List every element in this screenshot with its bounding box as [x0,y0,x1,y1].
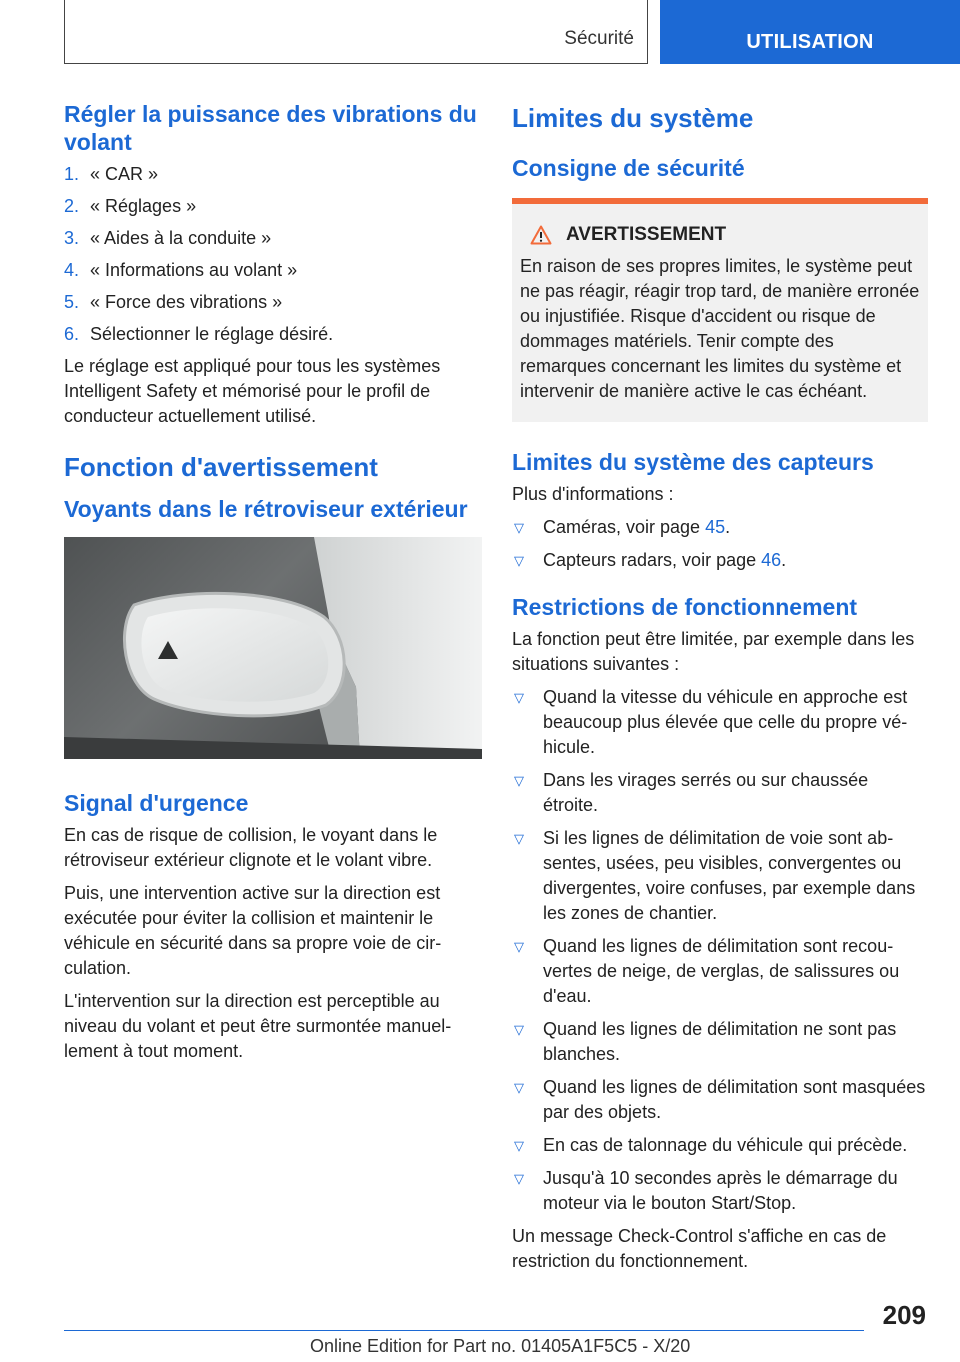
heading-vibration-strength: Régler la puissance des vibrations du volant [64,101,477,155]
paragraph-more-info: Plus d'informations : [512,484,674,504]
step-text: « CAR » [90,164,159,184]
heading-function-restrictions: Restrictions de fonctionnement [512,594,858,620]
bullet-triangle-icon: ▽ [514,553,524,568]
page-reference-link[interactable]: 46 [761,550,782,570]
restriction-text: Quand les lignes de délimitation ne sont pas blanches. [543,1019,897,1064]
step-number: 1. [64,164,80,184]
bullet-triangle-icon: ▽ [514,773,524,788]
warning-text: En raison de ses propres limites, le système peut ne pas réagir, réagir trop tard, de manière erronée ou injustifiée. Risque d'accident ou risque de dommages matériels. Tenir compte des remarques concernant les limites du système et intervenir de manière active le cas échéant. [520,256,920,401]
heading-sensor-limits: Limites du système des capteurs [512,449,874,475]
warning-box [512,198,928,422]
bullet-triangle-icon: ▽ [514,1171,524,1186]
left-column [64,100,482,1072]
bullet-triangle-icon: ▽ [514,690,524,705]
header-section-title: Sécurité [564,28,634,49]
step-item [64,258,482,283]
bullet-triangle-icon: ▽ [514,520,524,535]
bullet-triangle-icon: ▽ [514,1080,524,1095]
step-text: Sélectionner le réglage désiré. [90,324,334,344]
restriction-list-item [512,685,928,760]
sensor-item-tail: . [725,517,731,537]
warning-triangle-icon [530,225,552,245]
restriction-text: Dans les virages serrés ou sur chaussée étroite. [543,770,869,815]
sensor-list-item [512,548,928,573]
header-frame [64,0,648,64]
restriction-text: Si les lignes de délimitation de voie sont absentes, usées, peu visibles, convergentes ou divergentes, voire confuses, par exemple dans les zones de chantier. [543,828,916,923]
footer-divider [64,1330,864,1331]
step-number: 5. [64,292,80,312]
sensor-item-label: Capteurs radars, voir page [543,550,762,570]
sensor-item-label: Caméras, voir page [543,517,706,537]
step-number: 3. [64,228,80,248]
step-text: « Informations au volant » [90,260,298,280]
paragraph-check-control: Un message Check-Control s'affiche en cas de restriction du fonctionnement. [512,1226,887,1271]
bullet-triangle-icon: ▽ [514,1138,524,1153]
step-item [64,322,482,347]
page-number: 209 [882,1300,926,1330]
heading-system-limits: Limites du système [512,103,754,133]
restriction-text: Quand la vitesse du véhicule en approche est beaucoup plus élevée que celle du propre véhicule. [543,687,908,757]
step-number: 6. [64,324,80,344]
step-item [64,226,482,251]
step-item [64,162,482,187]
step-number: 2. [64,196,80,216]
step-text: « Force des vibrations » [90,292,283,312]
restriction-text: En cas de talonnage du véhicule qui précède. [543,1135,908,1155]
warning-header [530,224,920,246]
paragraph-steering-intervention: L'intervention sur la direction est perceptible au niveau du volant et peut être surmontée manuellement à tout moment. [64,991,452,1061]
heading-warning-function: Fonction d'avertissement [64,452,378,482]
bullet-triangle-icon: ▽ [514,939,524,954]
paragraph-collision-risk: En cas de risque de collision, le voyant dans le rétroviseur extérieur clignote et le volant vibre. [64,825,438,870]
header-chapter-label: UTILISATION [746,30,874,53]
paragraph-restrictions-intro: La fonction peut être limitée, par exemple dans les situations suivantes : [512,629,915,674]
restriction-list-item [512,934,928,1009]
heading-emergency-signal: Signal d'urgence [64,790,249,816]
page-reference-link[interactable]: 45 [705,517,726,537]
bullet-triangle-icon: ▽ [514,831,524,846]
paragraph-setting-applied: Le réglage est appliqué pour tous les systèmes Intelligent Safety et mémorisé pour le profil de conducteur actuellement utilisé. [64,356,441,426]
bullet-triangle-icon: ▽ [514,1022,524,1037]
restriction-list-item [512,768,928,818]
steps-list [64,162,482,347]
restriction-text: Quand les lignes de délimitation sont masquées par des objets. [543,1077,926,1122]
restriction-text: Quand les lignes de délimitation sont recouvertes de neige, de verglas, de salissures ou d'eau. [543,936,900,1006]
restriction-text: Jusqu'à 10 secondes après le démarrage du moteur via le bouton Start/Stop. [543,1168,898,1213]
restriction-list-item [512,826,928,926]
step-number: 4. [64,260,80,280]
restriction-list-item [512,1075,928,1125]
sensor-item-tail: . [781,550,787,570]
right-column [512,100,928,1282]
restriction-list-item [512,1133,928,1158]
step-text: « Aides à la conduite » [90,228,272,248]
header-chapter-tab[interactable] [660,0,960,64]
sensor-list [512,515,928,573]
heading-mirror-lights: Voyants dans le rétroviseur extérieur [64,496,468,522]
restriction-list-item [512,1166,928,1216]
step-text: « Réglages » [90,196,197,216]
step-item [64,290,482,315]
sensor-item-text [543,515,730,540]
side-mirror-illustration [64,537,482,759]
heading-safety-note: Consigne de sécurité [512,155,745,181]
step-item [64,194,482,219]
restriction-list [512,685,928,1216]
restriction-list-item [512,1017,928,1067]
sensor-item-text [543,548,786,573]
paragraph-active-intervention: Puis, une intervention active sur la direction est exécutée pour éviter la collision et maintenir le véhicule en sécurité dans sa propre voie de circulation. [64,883,442,978]
side-mirror-figure [64,537,482,759]
warning-label: AVERTISSEMENT [566,224,727,245]
footer-edition: Online Edition for Part no. 01405A1F5C5 - X/20 [310,1336,691,1356]
sensor-list-item [512,515,928,540]
